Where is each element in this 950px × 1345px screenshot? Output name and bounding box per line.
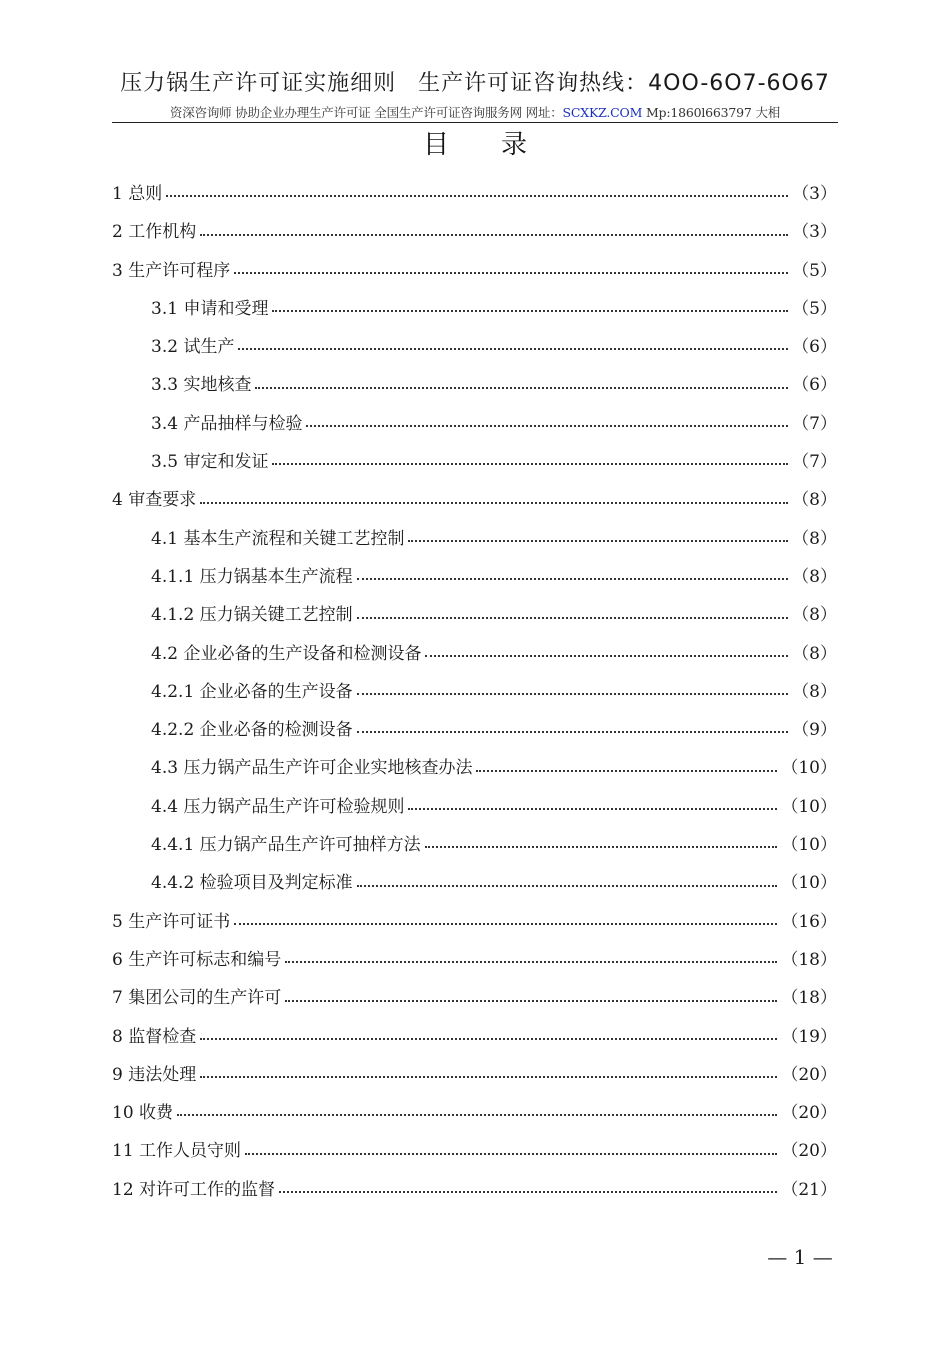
toc-entry-page: （6） xyxy=(792,337,837,358)
toc-entry-page: （16） xyxy=(781,911,837,932)
toc-entry[interactable] xyxy=(112,673,837,711)
toc-entry-page: （19） xyxy=(781,1026,837,1047)
toc-entry[interactable] xyxy=(112,328,837,366)
toc-entry-page: （7） xyxy=(792,452,837,473)
toc-entry-page: （9） xyxy=(792,720,837,741)
toc-dot-leader xyxy=(357,885,778,887)
toc-dot-leader xyxy=(425,846,778,848)
toc-entry-label: 3.2 试生产 xyxy=(151,337,235,358)
toc-entry[interactable] xyxy=(112,864,837,902)
toc-entry[interactable] xyxy=(112,558,837,596)
toc-entry-label: 2 工作机构 xyxy=(112,222,197,243)
toc-entry[interactable] xyxy=(112,596,837,634)
toc-entry-label: 4.2 企业必备的生产设备和检测设备 xyxy=(151,643,422,664)
toc-entry-label: 8 监督检查 xyxy=(112,1026,197,1047)
toc-entry-label: 4 审查要求 xyxy=(112,490,197,511)
toc-entry-page: （8） xyxy=(792,528,837,549)
toc-heading-char-2: 录 xyxy=(501,130,528,160)
toc-entry-label: 3.1 申请和受理 xyxy=(151,298,269,319)
toc-entry-page: （10） xyxy=(781,758,837,779)
toc-dot-leader xyxy=(279,1191,777,1193)
toc-dot-leader xyxy=(200,234,788,236)
toc-entry[interactable] xyxy=(112,443,837,481)
toc-entry[interactable] xyxy=(112,1132,837,1170)
toc-entry-label: 7 集团公司的生产许可 xyxy=(112,988,282,1009)
toc-entry[interactable] xyxy=(112,1056,837,1094)
toc-entry-label: 4.4.2 检验项目及判定标准 xyxy=(151,873,353,894)
toc-entry-label: 10 收费 xyxy=(112,1103,174,1124)
toc-entry[interactable] xyxy=(112,711,837,749)
toc-dot-leader xyxy=(200,502,788,504)
toc-entry-label: 4.1.2 压力锅关键工艺控制 xyxy=(151,605,353,626)
toc-entry-page: （5） xyxy=(792,260,837,281)
toc-entry[interactable] xyxy=(112,290,837,328)
contact-text: Mp:1860l663797 大相 xyxy=(642,105,781,120)
toc-heading-char-1: 目 xyxy=(422,130,449,160)
toc-entry-label: 1 总则 xyxy=(112,184,163,204)
toc-entry[interactable] xyxy=(112,175,837,213)
toc-dot-leader xyxy=(285,961,777,963)
toc-dot-leader xyxy=(234,923,777,925)
toc-heading xyxy=(0,124,950,161)
toc-entry-label: 6 生产许可标志和编号 xyxy=(112,949,282,970)
toc-entry[interactable] xyxy=(112,826,837,864)
toc-entry-page: （18） xyxy=(781,949,837,970)
toc-entry-label: 5 生产许可证书 xyxy=(112,911,231,932)
toc-entry-page: （20） xyxy=(781,1141,837,1162)
toc-dot-leader xyxy=(357,578,789,580)
toc-dot-leader xyxy=(200,1038,777,1040)
toc-entry[interactable] xyxy=(112,941,837,979)
toc-entry-label: 11 工作人员守则 xyxy=(112,1141,242,1162)
toc-entry-label: 3.4 产品抽样与检验 xyxy=(151,413,303,434)
toc-entry-page: （10） xyxy=(781,835,837,856)
toc-entry-label: 9 违法处理 xyxy=(112,1064,197,1085)
toc-dot-leader xyxy=(272,463,788,465)
toc-dot-leader xyxy=(408,808,777,810)
toc-entry-label: 4.4.1 压力锅产品生产许可抽样方法 xyxy=(151,835,421,856)
toc-entry[interactable] xyxy=(112,481,837,519)
toc-dot-leader xyxy=(425,655,788,657)
toc-dot-leader xyxy=(200,1076,777,1078)
hotline: 生产许可证咨询热线：4OO-6O7-6O67 xyxy=(418,71,830,96)
toc-entry-page: （8） xyxy=(792,643,837,664)
toc-entry-page: （21） xyxy=(781,1179,837,1200)
toc-dot-leader xyxy=(177,1114,777,1116)
toc-entry-label: 12 对许可工作的监督 xyxy=(112,1179,276,1200)
toc-entry-page: （8） xyxy=(792,605,837,626)
toc-dot-leader xyxy=(357,693,789,695)
toc-entry-label: 3.3 实地核查 xyxy=(151,375,252,396)
toc-entry-label: 4.3 压力锅产品生产许可企业实地核查办法 xyxy=(151,758,473,779)
toc-entry-label: 3 生产许可程序 xyxy=(112,260,231,281)
toc-entry[interactable] xyxy=(112,252,837,290)
toc-entry-label: 4.2.1 企业必备的生产设备 xyxy=(151,681,353,702)
toc-dot-leader xyxy=(408,540,788,542)
website-link[interactable]: SCXKZ.COM xyxy=(562,105,643,120)
toc-entry[interactable] xyxy=(112,635,837,673)
toc-entry-page: （20） xyxy=(781,1103,837,1124)
toc-entry-page: （8） xyxy=(792,490,837,511)
toc-entry-page: （3） xyxy=(792,222,837,243)
toc-entry[interactable] xyxy=(112,366,837,404)
toc-entry[interactable] xyxy=(112,1094,837,1132)
toc-dot-leader xyxy=(245,1153,777,1155)
toc-entry-label: 4.4 压力锅产品生产许可检验规则 xyxy=(151,796,405,817)
header-title xyxy=(0,66,950,97)
doc-title: 压力锅生产许可证实施细则 xyxy=(120,71,397,96)
toc-entry-page: （7） xyxy=(792,413,837,434)
page-number: — 1 — xyxy=(767,1245,833,1269)
header-divider xyxy=(112,122,838,123)
toc-dot-leader xyxy=(357,731,789,733)
table-of-contents xyxy=(112,175,837,1209)
toc-entry-page: （6） xyxy=(792,375,837,396)
toc-dot-leader xyxy=(234,272,788,274)
toc-entry-label: 4.1 基本生产流程和关键工艺控制 xyxy=(151,528,405,549)
toc-dot-leader xyxy=(476,770,777,772)
toc-entry[interactable] xyxy=(112,405,837,443)
header-subtitle xyxy=(112,103,838,121)
toc-dot-leader xyxy=(255,387,788,389)
toc-entry[interactable] xyxy=(112,1171,837,1209)
toc-entry-page: （8） xyxy=(792,681,837,702)
toc-entry-page: （10） xyxy=(781,796,837,817)
toc-entry[interactable] xyxy=(112,213,837,251)
toc-dot-leader xyxy=(285,1000,777,1002)
toc-dot-leader xyxy=(357,617,789,619)
toc-entry[interactable] xyxy=(112,979,837,1017)
toc-entry-page: （8） xyxy=(792,566,837,587)
toc-dot-leader xyxy=(272,310,788,312)
toc-entry-label: 4.2.2 企业必备的检测设备 xyxy=(151,720,353,741)
toc-entry-page: （5） xyxy=(792,298,837,319)
toc-dot-leader xyxy=(306,425,788,427)
toc-entry[interactable] xyxy=(112,903,837,941)
toc-entry-page: （3） xyxy=(792,184,837,204)
toc-entry-label: 4.1.1 压力锅基本生产流程 xyxy=(151,566,353,587)
toc-dot-leader xyxy=(238,348,788,350)
toc-entry-label: 3.5 审定和发证 xyxy=(151,452,269,473)
subtitle-text: 资深咨询师 协助企业办理生产许可证 全国生产许可证咨询服务网 网址： xyxy=(169,105,563,120)
toc-entry[interactable] xyxy=(112,520,837,558)
toc-entry-page: （18） xyxy=(781,988,837,1009)
toc-dot-leader xyxy=(166,195,788,197)
toc-entry-page: （10） xyxy=(781,873,837,894)
toc-entry[interactable] xyxy=(112,788,837,826)
toc-entry-page: （20） xyxy=(781,1064,837,1085)
toc-entry[interactable] xyxy=(112,749,837,787)
toc-entry[interactable] xyxy=(112,1018,837,1056)
